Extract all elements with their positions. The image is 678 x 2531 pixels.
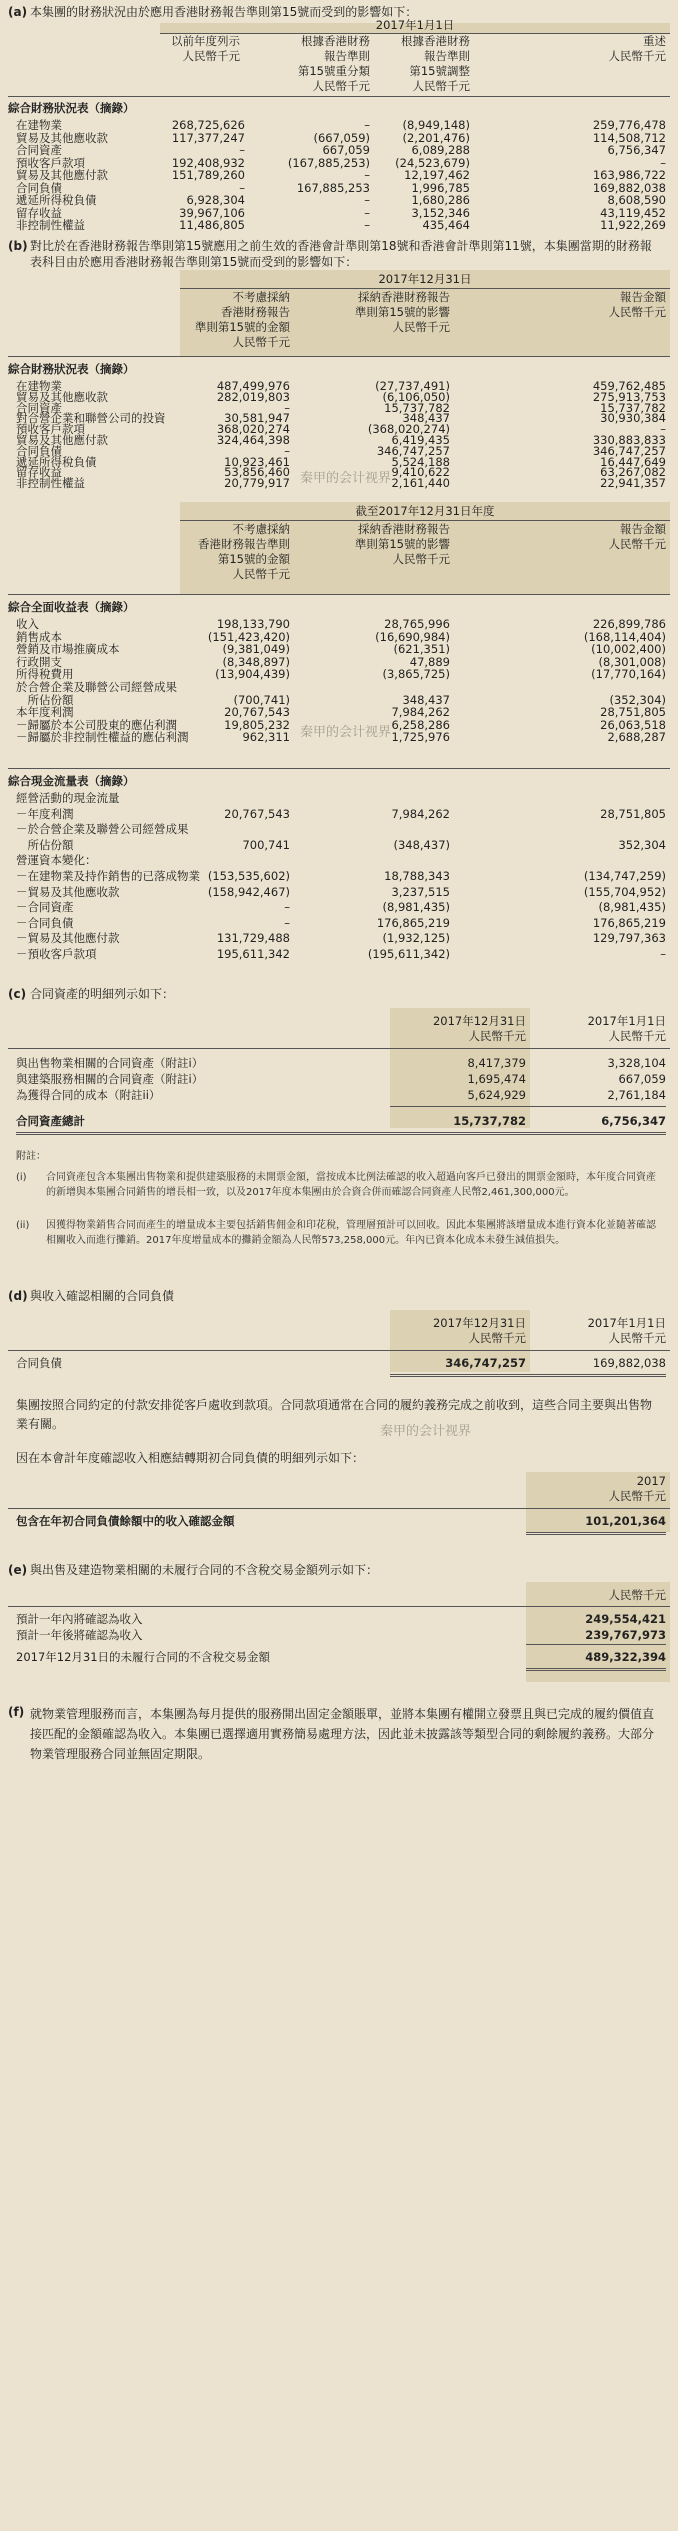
note-text: 合同資產包含本集團出售物業和提供建築服務的未開票金額，當按成本比例法確認的收入超過向客戶已發出的開票金額時，本年度合同資產的新增與本集團合同銷售的增長相一致，以及2017年度本集團由於合資合併而確認合同資產人民幣2,461,300,000元。: [46, 1172, 656, 1198]
table-cell: –: [239, 180, 245, 195]
table-cell: (3,865,725): [382, 667, 450, 682]
table-cell: 6,258,286: [391, 717, 450, 732]
table-cell: –: [364, 118, 370, 132]
table-cell: 1,695,474: [467, 1072, 526, 1086]
table-cell: 3,152,346: [411, 205, 470, 220]
table-total-cell: 6,756,347: [601, 1114, 666, 1128]
column-header: 2017 人民幣千元: [608, 1474, 666, 1503]
table-cell: 352,304: [618, 837, 666, 852]
table-cell: 324,464,398: [216, 433, 290, 447]
section-a: [0, 0, 678, 232]
table-cell: 9,410,622: [391, 465, 450, 480]
section-income-statement: [0, 496, 678, 750]
note-marker: (ii): [16, 1220, 30, 1231]
column-header: 報告金額 人民幣千元: [608, 522, 666, 551]
table-cell: 131,729,488: [216, 931, 290, 946]
period-header: 截至2017年12月31日年度: [355, 504, 495, 518]
table-row-label: 留存收益: [16, 465, 62, 480]
paragraph: 集團按照合同約定的付款安排從客戶處收到款項。合同款項通常在合同的履約義務完成之前收到，這些合同主要與出售物業有關。: [16, 1398, 653, 1431]
table-cell: 667,059: [322, 143, 370, 157]
period-header: 2017年12月31日: [378, 272, 472, 286]
table-row-label: 預收客戶款項: [16, 422, 85, 437]
rule: [16, 1132, 666, 1135]
table-cell: 346,747,257: [376, 443, 450, 458]
table-total-label: 合同資產總計: [16, 1114, 85, 1128]
table-cell: 239,767,973: [585, 1628, 666, 1642]
table-cell: 39,967,106: [179, 205, 245, 220]
table-cell: (158,942,467): [207, 884, 290, 899]
table-row-label: 在建物業: [16, 118, 62, 132]
table-cell: –: [284, 400, 290, 415]
table-cell: 6,928,304: [186, 193, 245, 207]
notes-title: 附註：: [16, 1151, 46, 1162]
table-section-title: 綜合全面收益表（摘錄）: [8, 600, 135, 614]
table-cell: (348,437): [393, 837, 450, 852]
table-row-label: －貿易及其他應收款: [16, 884, 120, 899]
table-cell: (153,535,602): [207, 869, 290, 883]
table-cell: 28,751,805: [600, 705, 666, 720]
table-cell: (9,381,049): [222, 642, 290, 657]
table-row-label: 於合營企業及聯營公司經營成果: [16, 680, 177, 694]
table-cell: 176,865,219: [592, 915, 666, 930]
table-cell: 15,737,782: [600, 400, 666, 415]
table-row-label: －歸屬於本公司股東的應佔利潤: [16, 717, 177, 732]
table-cell: 114,508,712: [592, 130, 666, 145]
table-cell: 8,608,590: [607, 193, 666, 207]
table-row-label: －在建物業及持作銷售的已落成物業: [16, 869, 200, 883]
table-cell: 2,688,287: [607, 730, 666, 745]
table-row-label: 合同負債: [16, 180, 62, 195]
section-title: 與收入確認相關的合同負債: [30, 1289, 175, 1303]
table-cell: 348,437: [402, 692, 450, 707]
table-cell: 259,776,478: [592, 118, 666, 132]
table-cell: 198,133,790: [216, 617, 290, 631]
section-label: (b): [8, 239, 28, 253]
table-cell: 1,680,286: [411, 193, 470, 207]
table-cell: 700,741: [242, 837, 290, 852]
table-total-cell: 15,737,782: [453, 1114, 526, 1128]
table-cell: –: [660, 947, 666, 961]
table-cell: 192,408,932: [171, 155, 245, 170]
table-cell: 667,059: [618, 1072, 666, 1086]
table-cell: 11,922,269: [600, 218, 666, 232]
table-row-label: 經營活動的現金流量: [16, 791, 120, 805]
rule: [8, 1048, 670, 1049]
table-section-title: 綜合現金流量表（摘錄）: [8, 774, 135, 788]
table-cell: (1,932,125): [382, 931, 450, 946]
table-cell: (151,423,420): [207, 629, 290, 644]
table-cell: 435,464: [422, 218, 470, 232]
table-cell: 5,624,929: [467, 1088, 526, 1102]
rule: [8, 1350, 670, 1351]
table-row-label: 所佔份額: [16, 692, 74, 707]
table-row-label: 遞延所得稅負債: [16, 193, 97, 207]
table-cell: –: [364, 218, 370, 232]
section-label: (f): [8, 1705, 25, 1719]
table-cell: (2,201,476): [402, 130, 470, 145]
table-cell: 12,197,462: [404, 168, 470, 182]
table-cell: –: [364, 193, 370, 207]
table-row-label: 預計一年後將確認為收入: [16, 1628, 143, 1642]
table-cell: 30,930,384: [600, 411, 666, 426]
rule: [8, 356, 670, 357]
column-header: 以前年度列示 人民幣千元: [171, 34, 240, 63]
table-section-title: 綜合財務狀況表（摘錄）: [8, 362, 135, 376]
table-row-label: 行政開支: [16, 654, 62, 669]
table-cell: –: [364, 205, 370, 220]
table-cell: (195,611,342): [367, 947, 450, 961]
table-section-title: 綜合財務狀況表（摘錄）: [8, 101, 135, 115]
table-cell: 117,377,247: [171, 130, 245, 145]
watermark: 秦甲的会计视界: [300, 725, 392, 740]
table-cell: 249,554,421: [585, 1612, 666, 1626]
table-cell: 20,767,543: [224, 806, 290, 821]
table-cell: 18,788,343: [384, 869, 450, 883]
section-title: 合同資產的明細列示如下：: [30, 987, 175, 1001]
table-row-label: 在建物業: [16, 379, 62, 393]
table-cell: 487,499,976: [216, 379, 290, 393]
note-marker: (i): [16, 1172, 27, 1183]
table-total-label: 2017年12月31日的未履行合同的不含稅交易金額: [16, 1650, 271, 1664]
table-row-label: 與出售物業相關的合同資產（附註i）: [16, 1056, 204, 1070]
table-row-label: 對合營企業和聯營公司的投資: [16, 411, 166, 426]
rule: [526, 1532, 666, 1535]
table-cell: 22,941,357: [600, 476, 666, 491]
table-cell: –: [284, 900, 290, 915]
table-cell: –: [284, 915, 290, 930]
table-total-cell: 489,322,394: [585, 1650, 666, 1664]
table-row-label: 包含在年初合同負債餘額中的收入確認金額: [16, 1514, 235, 1528]
table-row-label: 營銷及市場推廣成本: [16, 642, 120, 657]
column-header: 不考慮採納 香港財務報告 準則第15號的金額 人民幣千元: [194, 290, 290, 349]
column-header: 根據香港財務 報告準則 第15號調整 人民幣千元: [401, 34, 470, 93]
table-cell: 16,447,649: [600, 454, 666, 469]
table-row-label: 與建築服務相關的合同資產（附註i）: [16, 1072, 204, 1086]
table-row-label: 合同資產: [16, 400, 62, 415]
table-cell: –: [239, 143, 245, 157]
section-d-contract-liabilities: [0, 1280, 678, 1546]
rule: [8, 1508, 670, 1509]
table-cell: (700,741): [233, 692, 290, 707]
table-cell: 43,119,452: [600, 205, 666, 220]
table-cell: 6,089,288: [411, 143, 470, 157]
column-header: 根據香港財務 報告準則 第15號重分類 人民幣千元: [297, 34, 370, 93]
table-cell: 19,805,232: [224, 717, 290, 732]
column-header: 重述 人民幣千元: [608, 34, 666, 63]
table-cell: (621,351): [393, 642, 450, 657]
note-text: 因獲得物業銷售合同而產生的增量成本主要包括銷售佣金和印花稅，管理層預計可以回收。因此本集團將該增量成本進行資本化並隨著確認相關收入而進行攤銷。2017年度增量成本的攤銷金額為人民幣573,258,000元。年內已資本化成本未發生減值損失。: [46, 1220, 656, 1246]
table-row-label: 為獲得合同的成本（附註ii）: [16, 1088, 161, 1102]
table-cell: 7,984,262: [391, 705, 450, 720]
column-header: 不考慮採納 香港財務報告準則 第15號的金額 人民幣千元: [198, 522, 290, 581]
section-title: 對比於在香港財務報告準則第15號應用之前生效的香港會計準則第18號和香港會計準則第11號，本集團當期的財務報表科目由於應用香港財務報告準則第15號而受到的影響如下：: [30, 239, 652, 269]
table-cell: (6,106,050): [382, 389, 450, 404]
table-row-label: 留存收益: [16, 205, 62, 220]
table-cell: 28,751,805: [600, 806, 666, 821]
table-cell: 2,761,184: [607, 1088, 666, 1102]
table-row-label: －貿易及其他應付款: [16, 931, 120, 946]
table-cell: –: [660, 422, 666, 437]
table-cell: 163,986,722: [592, 168, 666, 182]
column-header: 2017年1月1日 人民幣千元: [587, 1014, 666, 1043]
table-cell: (13,904,439): [215, 667, 290, 682]
rule: [8, 1606, 670, 1607]
table-cell: 226,899,786: [592, 617, 666, 631]
table-cell: (8,301,008): [598, 654, 666, 669]
table-cell: 7,984,262: [391, 806, 450, 821]
table-cell: 151,789,260: [171, 168, 245, 182]
table-row-label: 貿易及其他應收款: [16, 389, 108, 404]
rule: [8, 768, 670, 769]
table-cell: 3,328,104: [607, 1056, 666, 1070]
table-cell: 101,201,364: [585, 1514, 666, 1528]
rule: [180, 288, 670, 289]
table-cell: (8,981,435): [382, 900, 450, 915]
section-label: (a): [8, 5, 28, 19]
table-cell: 63,267,082: [600, 465, 666, 480]
paragraph: 就物業管理服務而言，本集團為每月提供的服務開出固定金額賬單，並將本集團有權開立發票且與已完成的履約價值直接匹配的金額確認為收入。本集團已選擇適用實務簡易處理方法，因此並未披露該等類型合同的剩餘履約義務。大部分物業管理服務合同並無固定期限。: [30, 1707, 655, 1761]
table-cell: 3,237,515: [391, 884, 450, 899]
table-row-label: －於合營企業及聯營公司經營成果: [16, 822, 189, 837]
table-row-label: －年度利潤: [16, 806, 74, 821]
section-title: 與出售及建造物業相關的未履行合同的不含稅交易金額列示如下：: [30, 1563, 379, 1577]
table-cell: (667,059): [313, 130, 370, 145]
table-cell: 15,737,782: [384, 400, 450, 415]
watermark: 秦甲的会计视界: [300, 471, 392, 486]
table-row-label: 預收客戶款項: [16, 155, 85, 170]
column-header: 採納香港財務報告 準則第15號的影響 人民幣千元: [354, 290, 450, 334]
table-cell: (24,523,679): [395, 155, 470, 170]
table-cell: 348,437: [402, 411, 450, 426]
watermark: 秦甲的会计视界: [380, 1424, 472, 1439]
table-row-label: 本年度利潤: [16, 705, 74, 720]
table-row-label: －預收客戶款項: [16, 947, 97, 961]
table-cell: 167,885,253: [296, 180, 370, 195]
table-cell: (10,002,400): [591, 642, 666, 657]
table-cell: (155,704,952): [583, 884, 666, 899]
table-cell: 169,882,038: [592, 1356, 666, 1370]
table-cell: 28,765,996: [384, 617, 450, 631]
table-cell: (368,020,274): [367, 422, 450, 437]
table-cell: 47,889: [409, 654, 450, 669]
table-cell: (352,304): [609, 692, 666, 707]
paragraph: 因在本會計年度確認收入相應結轉期初合同負債的明細列示如下：: [16, 1451, 365, 1465]
table-cell: 6,419,435: [391, 433, 450, 447]
table-cell: 53,856,460: [224, 465, 290, 480]
table-row-label: －合同負債: [16, 915, 74, 930]
table-cell: –: [284, 443, 290, 458]
table-row-label: 銷售成本: [16, 629, 62, 644]
table-cell: 10,923,461: [224, 454, 290, 469]
table-cell: (8,949,148): [402, 118, 470, 132]
section-label: (e): [8, 1563, 28, 1577]
table-cell: (168,114,404): [583, 629, 666, 644]
table-cell: 459,762,485: [592, 379, 666, 393]
section-b: [0, 232, 678, 491]
table-cell: –: [660, 155, 666, 170]
table-row-label: 預計一年內將確認為收入: [16, 1612, 143, 1626]
table-cell: 20,767,543: [224, 705, 290, 720]
table-row-label: －歸屬於非控制性權益的應佔利潤: [16, 730, 189, 745]
column-header: 採納香港財務報告 準則第15號的影響 人民幣千元: [354, 522, 450, 566]
table-row-label: 遞延所得稅負債: [16, 454, 97, 469]
table-cell: 346,747,257: [445, 1356, 526, 1370]
table-row-label: 收入: [16, 617, 39, 631]
table-cell: (8,348,897): [222, 654, 290, 669]
table-row-label: 非控制性權益: [16, 218, 85, 232]
column-header: 報告金額 人民幣千元: [608, 290, 666, 319]
table-cell: 368,020,274: [216, 422, 290, 437]
table-row-label: 貿易及其他應收款: [16, 130, 108, 145]
table-cell: 8,417,379: [467, 1056, 526, 1070]
column-header: 2017年12月31日 人民幣千元: [432, 1316, 526, 1345]
rule: [390, 1106, 666, 1107]
rule: [390, 1374, 666, 1377]
table-row-label: 非控制性權益: [16, 476, 85, 491]
table-row-label: 合同負債: [16, 1356, 62, 1370]
table-row-label: 合同負債: [16, 443, 62, 458]
table-cell: 268,725,626: [171, 118, 245, 132]
table-cell: 26,063,518: [600, 717, 666, 732]
table-row-label: －合同資產: [16, 900, 74, 915]
table-cell: 1,725,976: [391, 730, 450, 745]
table-cell: 30,581,947: [224, 411, 290, 426]
table-row-label: 合同資產: [16, 143, 62, 157]
table-cell: 20,779,917: [224, 476, 290, 491]
table-row-label: 營運資本變化：: [16, 853, 97, 868]
column-header: 2017年12月31日 人民幣千元: [432, 1014, 526, 1043]
table-cell: (16,690,984): [375, 629, 450, 644]
column-header: 人民幣千元: [608, 1588, 666, 1602]
table-cell: (27,737,491): [375, 379, 450, 393]
table-cell: 346,747,257: [592, 443, 666, 458]
table-cell: 11,486,805: [179, 218, 245, 232]
rule: [8, 594, 670, 595]
rule: [180, 520, 670, 521]
period-header: 2017年1月1日: [375, 18, 455, 32]
table-row-label: 貿易及其他應付款: [16, 433, 108, 447]
table-cell: (8,981,435): [598, 900, 666, 915]
section-label: (c): [8, 987, 27, 1001]
table-cell: 5,524,188: [391, 454, 450, 469]
section-cash-flow: [0, 760, 678, 968]
section-title: 本集團的財務狀況由於應用香港財務報告準則第15號而受到的影響如下：: [30, 5, 418, 19]
table-cell: (17,770,164): [591, 667, 666, 682]
table-cell: 1,996,785: [411, 180, 470, 195]
table-cell: 962,311: [242, 730, 290, 745]
table-cell: (167,885,253): [287, 155, 370, 170]
section-f-property-management: [0, 1696, 678, 2531]
rule: [526, 1644, 666, 1645]
table-cell: 2,161,440: [391, 476, 450, 491]
table-cell: 282,019,803: [216, 389, 290, 404]
table-row-label: 貿易及其他應付款: [16, 168, 108, 182]
table-cell: 330,883,833: [592, 433, 666, 447]
table-cell: 176,865,219: [376, 915, 450, 930]
table-cell: (134,747,259): [583, 869, 666, 883]
column-header: 2017年1月1日 人民幣千元: [587, 1316, 666, 1345]
section-c-contract-assets: [0, 978, 678, 1270]
section-e-unsatisfied-contracts: [0, 1556, 678, 1686]
table-cell: 169,882,038: [592, 180, 666, 195]
rule: [8, 96, 670, 97]
table-cell: 195,611,342: [216, 947, 290, 961]
rule: [526, 1668, 666, 1671]
table-cell: 6,756,347: [607, 143, 666, 157]
table-cell: –: [364, 168, 370, 182]
section-label: (d): [8, 1289, 28, 1303]
table-row-label: 所得稅費用: [16, 667, 74, 682]
table-cell: 129,797,363: [592, 931, 666, 946]
table-row-label: 所佔份額: [16, 837, 74, 852]
table-cell: 275,913,753: [592, 389, 666, 404]
